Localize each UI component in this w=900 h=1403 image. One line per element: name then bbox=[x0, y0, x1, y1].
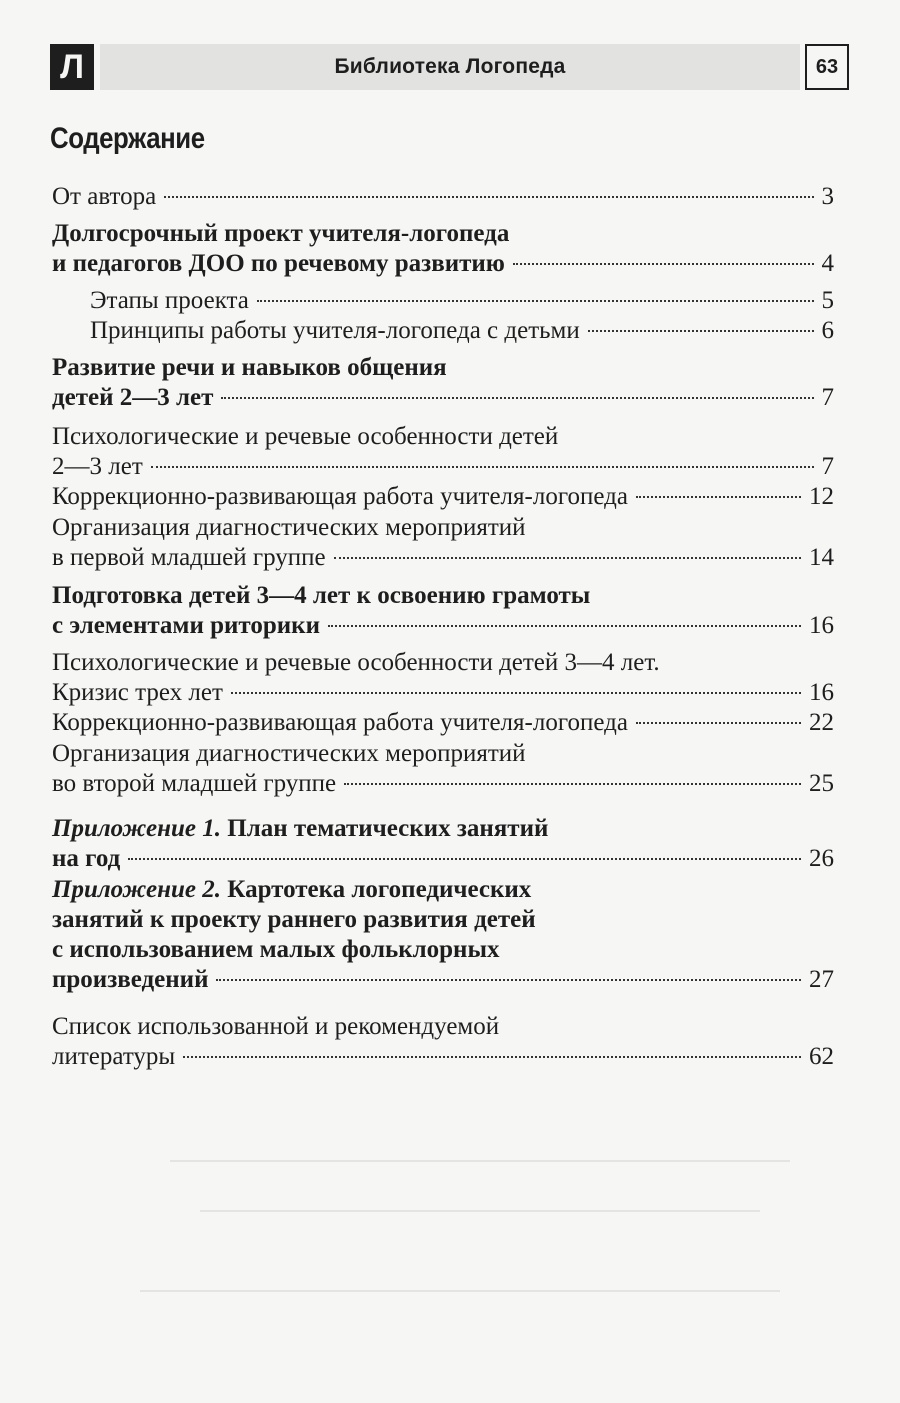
toc-entry[interactable]: во второй младшей группе 25 bbox=[52, 767, 834, 801]
toc-entry[interactable]: Подготовка детей 3—4 лет к освоению грамоты bbox=[52, 582, 591, 609]
toc-entry[interactable]: Коррекционно-развивающая работа учителя-логопеда 22 bbox=[52, 706, 834, 740]
toc-entry[interactable]: Развитие речи и навыков общения bbox=[52, 354, 447, 381]
toc-entry[interactable]: в первой младшей группе 14 bbox=[52, 541, 834, 575]
toc-entry[interactable]: Коррекционно-развивающая работа учителя-логопеда 12 bbox=[52, 480, 834, 514]
appendix-label: Приложение 1. bbox=[52, 815, 222, 842]
toc-page: 12 bbox=[809, 483, 834, 510]
appendix-label: Приложение 2. bbox=[52, 876, 222, 903]
toc-page: 25 bbox=[809, 770, 834, 797]
toc-entry[interactable]: Кризис трех лет 16 bbox=[52, 676, 834, 710]
toc-entry[interactable]: с элементами риторики 16 bbox=[52, 609, 834, 643]
toc-entry[interactable]: Организация диагностических мероприятий bbox=[52, 740, 526, 767]
page-number: 63 bbox=[805, 44, 849, 90]
toc-entry[interactable]: Список использованной и рекомендуемой bbox=[52, 1013, 500, 1040]
toc-page: 22 bbox=[809, 709, 834, 736]
toc-entry[interactable]: произведений 27 bbox=[52, 963, 834, 997]
toc-page: 27 bbox=[809, 966, 834, 993]
toc-page: 16 bbox=[809, 612, 834, 639]
toc-entry[interactable]: Приложение 2. Картотека логопедических bbox=[52, 876, 532, 903]
toc-entry[interactable]: Приложение 1. План тематических занятий bbox=[52, 815, 549, 842]
toc-entry[interactable]: Долгосрочный проект учителя-логопеда bbox=[52, 220, 510, 247]
toc-entry[interactable]: детей 2—3 лет 7 bbox=[52, 381, 834, 415]
toc-page: 62 bbox=[809, 1043, 834, 1070]
series-logo: Л bbox=[50, 44, 94, 90]
toc-entry[interactable]: и педагогов ДОО по речевому развитию 4 bbox=[52, 247, 834, 281]
toc-page: 5 bbox=[821, 287, 834, 314]
toc-entry[interactable]: Организация диагностических мероприятий bbox=[52, 514, 526, 541]
toc-entry[interactable]: Психологические и речевые особенности детей 3—4 лет. bbox=[52, 649, 660, 676]
toc-entry[interactable]: От автора 3 bbox=[52, 180, 834, 214]
toc-title: Содержание bbox=[50, 122, 205, 155]
toc-page: 26 bbox=[809, 845, 834, 872]
toc-entry[interactable]: 2—3 лет 7 bbox=[52, 450, 834, 484]
running-header bbox=[0, 0, 900, 100]
toc-entry[interactable]: Принципы работы учителя-логопеда с детьми 6 bbox=[90, 314, 834, 348]
toc-page: 7 bbox=[821, 453, 834, 480]
series-title: Библиотека Логопеда bbox=[100, 44, 800, 90]
toc-page: 6 bbox=[821, 317, 834, 344]
toc-page: 16 bbox=[809, 679, 834, 706]
toc-entry[interactable]: занятий к проекту раннего развития детей bbox=[52, 906, 536, 933]
toc-entry[interactable]: с использованием малых фольклорных bbox=[52, 936, 500, 963]
toc-entry[interactable]: литературы 62 bbox=[52, 1040, 834, 1074]
toc-entry[interactable]: Этапы проекта 5 bbox=[90, 284, 834, 318]
toc-entry[interactable]: на год 26 bbox=[52, 842, 834, 876]
toc-entry[interactable]: Психологические и речевые особенности детей bbox=[52, 423, 559, 450]
toc-page: 14 bbox=[809, 544, 834, 571]
toc-page: 7 bbox=[821, 384, 834, 411]
toc-page: 3 bbox=[821, 183, 834, 210]
toc-page: 4 bbox=[821, 250, 834, 277]
